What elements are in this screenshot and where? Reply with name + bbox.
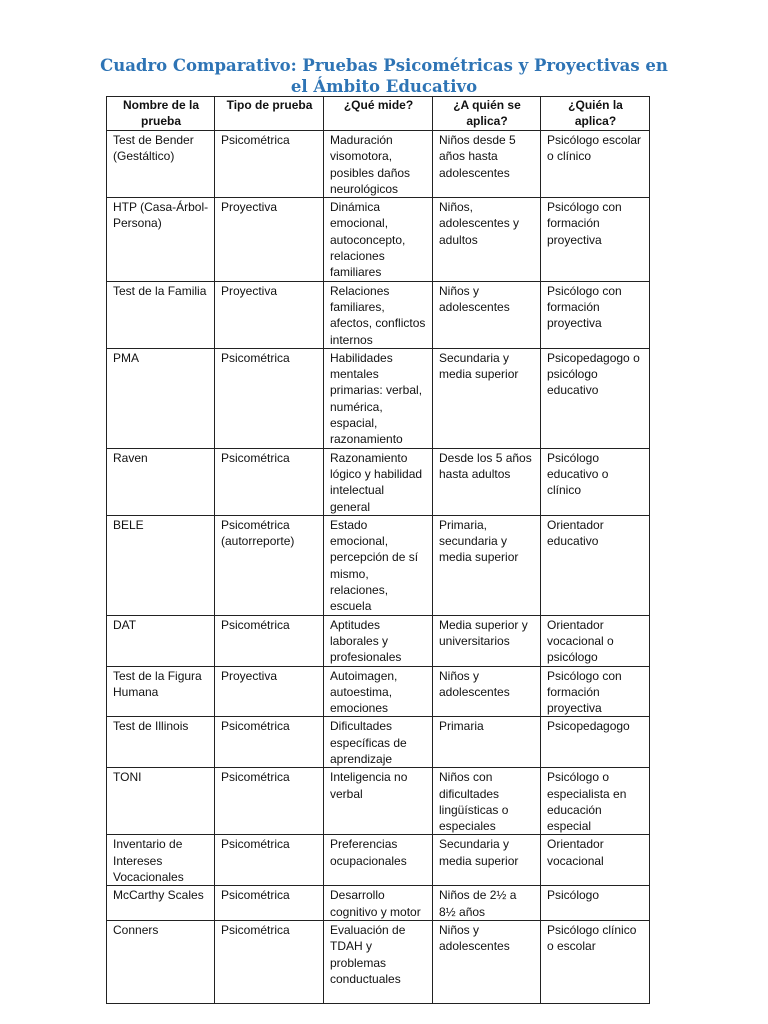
cell-test-name: McCarthy Scales xyxy=(107,886,215,921)
header-what-it-measures: ¿Qué mide? xyxy=(324,97,433,131)
cell-test-name: BELE xyxy=(107,515,215,615)
header-test-type: Tipo de prueba xyxy=(215,97,324,131)
cell-test-type: Psicométrica xyxy=(215,835,324,886)
cell-test-type: Psicométrica (autorreporte) xyxy=(215,515,324,615)
cell-test-name: Test de la Figura Humana xyxy=(107,666,215,717)
table-row xyxy=(107,348,650,448)
cell-what-it-measures: Preferencias ocupacionales xyxy=(324,835,433,886)
table-row xyxy=(107,886,650,921)
cell-test-type: Psicométrica xyxy=(215,448,324,515)
table-row xyxy=(107,198,650,281)
table-row xyxy=(107,835,650,886)
cell-test-type: Proyectiva xyxy=(215,281,324,348)
cell-test-name: Test de Illinois xyxy=(107,717,215,768)
cell-what-it-measures: Maduración visomotora, posibles daños neurológicos xyxy=(324,131,433,198)
cell-target-population: Niños, adolescentes y adultos xyxy=(433,198,541,281)
cell-target-population: Secundaria y media superior xyxy=(433,348,541,448)
table-row xyxy=(107,666,650,717)
cell-what-it-measures: Habilidades mentales primarias: verbal, numérica, espacial, razonamiento xyxy=(324,348,433,448)
cell-target-population: Niños y adolescentes xyxy=(433,281,541,348)
cell-target-population: Media superior y universitarios xyxy=(433,615,541,666)
cell-test-name: DAT xyxy=(107,615,215,666)
header-administered-by: ¿Quién la aplica? xyxy=(541,97,650,131)
cell-target-population: Secundaria y media superior xyxy=(433,835,541,886)
cell-what-it-measures: Dinámica emocional, autoconcepto, relaciones familiares xyxy=(324,198,433,281)
cell-test-type: Psicométrica xyxy=(215,131,324,198)
cell-what-it-measures: Dificultades específicas de aprendizaje xyxy=(324,717,433,768)
cell-target-population: Desde los 5 años hasta adultos xyxy=(433,448,541,515)
cell-administered-by: Orientador educativo xyxy=(541,515,650,615)
cell-administered-by: Psicólogo xyxy=(541,886,650,921)
cell-test-name: TONI xyxy=(107,768,215,835)
cell-test-name: Conners xyxy=(107,920,215,1003)
cell-test-name: PMA xyxy=(107,348,215,448)
cell-test-name: Inventario de Intereses Vocacionales xyxy=(107,835,215,886)
cell-target-population: Niños de 2½ a 8½ años xyxy=(433,886,541,921)
cell-test-type: Psicométrica xyxy=(215,615,324,666)
header-target-population: ¿A quién se aplica? xyxy=(433,97,541,131)
table-row xyxy=(107,131,650,198)
cell-administered-by: Orientador vocacional xyxy=(541,835,650,886)
comparison-table xyxy=(106,96,650,1004)
cell-test-type: Proyectiva xyxy=(215,198,324,281)
cell-what-it-measures: Evaluación de TDAH y problemas conductuales xyxy=(324,920,433,1003)
cell-what-it-measures: Aptitudes laborales y profesionales xyxy=(324,615,433,666)
cell-administered-by: Psicopedagogo o psicólogo educativo xyxy=(541,348,650,448)
cell-what-it-measures: Desarrollo cognitivo y motor xyxy=(324,886,433,921)
table-row xyxy=(107,920,650,1003)
cell-test-name: Test de la Familia xyxy=(107,281,215,348)
cell-test-name: Raven xyxy=(107,448,215,515)
cell-test-type: Psicométrica xyxy=(215,348,324,448)
cell-what-it-measures: Inteligencia no verbal xyxy=(324,768,433,835)
cell-administered-by: Psicólogo con formación proyectiva xyxy=(541,281,650,348)
cell-administered-by: Psicólogo clínico o escolar xyxy=(541,920,650,1003)
cell-administered-by: Orientador vocacional o psicólogo xyxy=(541,615,650,666)
cell-target-population: Primaria, secundaria y media superior xyxy=(433,515,541,615)
cell-test-type: Psicométrica xyxy=(215,768,324,835)
cell-target-population: Niños con dificultades lingüísticas o especiales xyxy=(433,768,541,835)
cell-test-type: Proyectiva xyxy=(215,666,324,717)
cell-administered-by: Psicólogo educativo o clínico xyxy=(541,448,650,515)
table-header-row xyxy=(107,97,650,131)
cell-target-population: Niños y adolescentes xyxy=(433,920,541,1003)
cell-what-it-measures: Razonamiento lógico y habilidad intelectual general xyxy=(324,448,433,515)
cell-administered-by: Psicólogo o especialista en educación especial xyxy=(541,768,650,835)
document-title: Cuadro Comparativo: Pruebas Psicométricas y Proyectivas en el Ámbito Educativo xyxy=(100,56,668,96)
table-row xyxy=(107,615,650,666)
cell-test-type: Psicométrica xyxy=(215,717,324,768)
table-row xyxy=(107,768,650,835)
cell-administered-by: Psicólogo escolar o clínico xyxy=(541,131,650,198)
cell-test-name: Test de Bender (Gestáltico) xyxy=(107,131,215,198)
cell-test-name: HTP (Casa-Árbol-Persona) xyxy=(107,198,215,281)
table-row xyxy=(107,515,650,615)
cell-what-it-measures: Relaciones familiares, afectos, conflictos internos xyxy=(324,281,433,348)
header-test-name: Nombre de la prueba xyxy=(107,97,215,131)
cell-test-type: Psicométrica xyxy=(215,920,324,1003)
cell-target-population: Niños desde 5 años hasta adolescentes xyxy=(433,131,541,198)
cell-administered-by: Psicólogo con formación proyectiva xyxy=(541,666,650,717)
table-row xyxy=(107,448,650,515)
cell-what-it-measures: Estado emocional, percepción de sí mismo, relaciones, escuela xyxy=(324,515,433,615)
table-row xyxy=(107,281,650,348)
table-row xyxy=(107,717,650,768)
cell-target-population: Primaria xyxy=(433,717,541,768)
cell-administered-by: Psicólogo con formación proyectiva xyxy=(541,198,650,281)
cell-test-type: Psicométrica xyxy=(215,886,324,921)
cell-target-population: Niños y adolescentes xyxy=(433,666,541,717)
cell-what-it-measures: Autoimagen, autoestima, emociones xyxy=(324,666,433,717)
cell-administered-by: Psicopedagogo xyxy=(541,717,650,768)
